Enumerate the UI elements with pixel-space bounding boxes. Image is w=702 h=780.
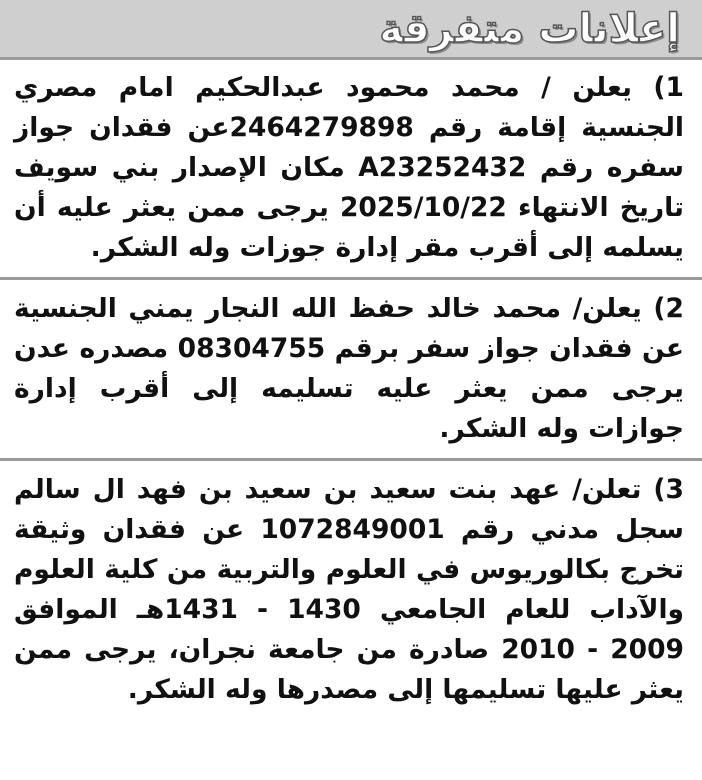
section-title: إعلانات متفرقة	[379, 5, 680, 52]
ad-item-3	[10, 470, 688, 710]
ad-divider	[0, 277, 702, 280]
ad-text: تعلن/ عهد بنت سعيد بن سعيد بن فهد ال سالم سجل مدني رقم 1072849001 عن فقدان وثيقة تخرج بكالوريوس في العلوم والتربية من كلية العلوم والآداب للعام الجامعي 1430 - 1431هـ الموافق 2009 - 2010 صادرة من جامعة نجران، يرجى ممن يعثر عليها تسليمها إلى مصدرها وله الشكر.	[14, 474, 684, 705]
ad-item-2	[10, 289, 688, 449]
ad-number: 1)	[653, 72, 684, 103]
ads-list	[0, 60, 702, 710]
ad-text: يعلن/ محمد خالد حفظ الله النجار يمني الجنسية عن فقدان جواز سفر برقم 08304755 مصدره عدن يرجى ممن يعثر عليه تسليمه إلى أقرب إدارة جوازات وله الشكر.	[14, 293, 684, 444]
ad-number: 3)	[653, 474, 684, 505]
section-header	[0, 0, 702, 60]
ad-number: 2)	[653, 293, 684, 324]
ad-divider	[0, 458, 702, 461]
ad-text: يعلن / محمد محمود عبدالحكيم امام مصري الجنسية إقامة رقم 2464279898عن فقدان جواز سفره رقم A23252432 مكان الإصدار بني سويف تاريخ الانتهاء 2025/10/22 يرجى ممن يعثر عليه أن يسلمه إلى أقرب مقر إدارة جوزات وله الشكر.	[14, 72, 684, 263]
ad-item-1	[10, 68, 688, 268]
